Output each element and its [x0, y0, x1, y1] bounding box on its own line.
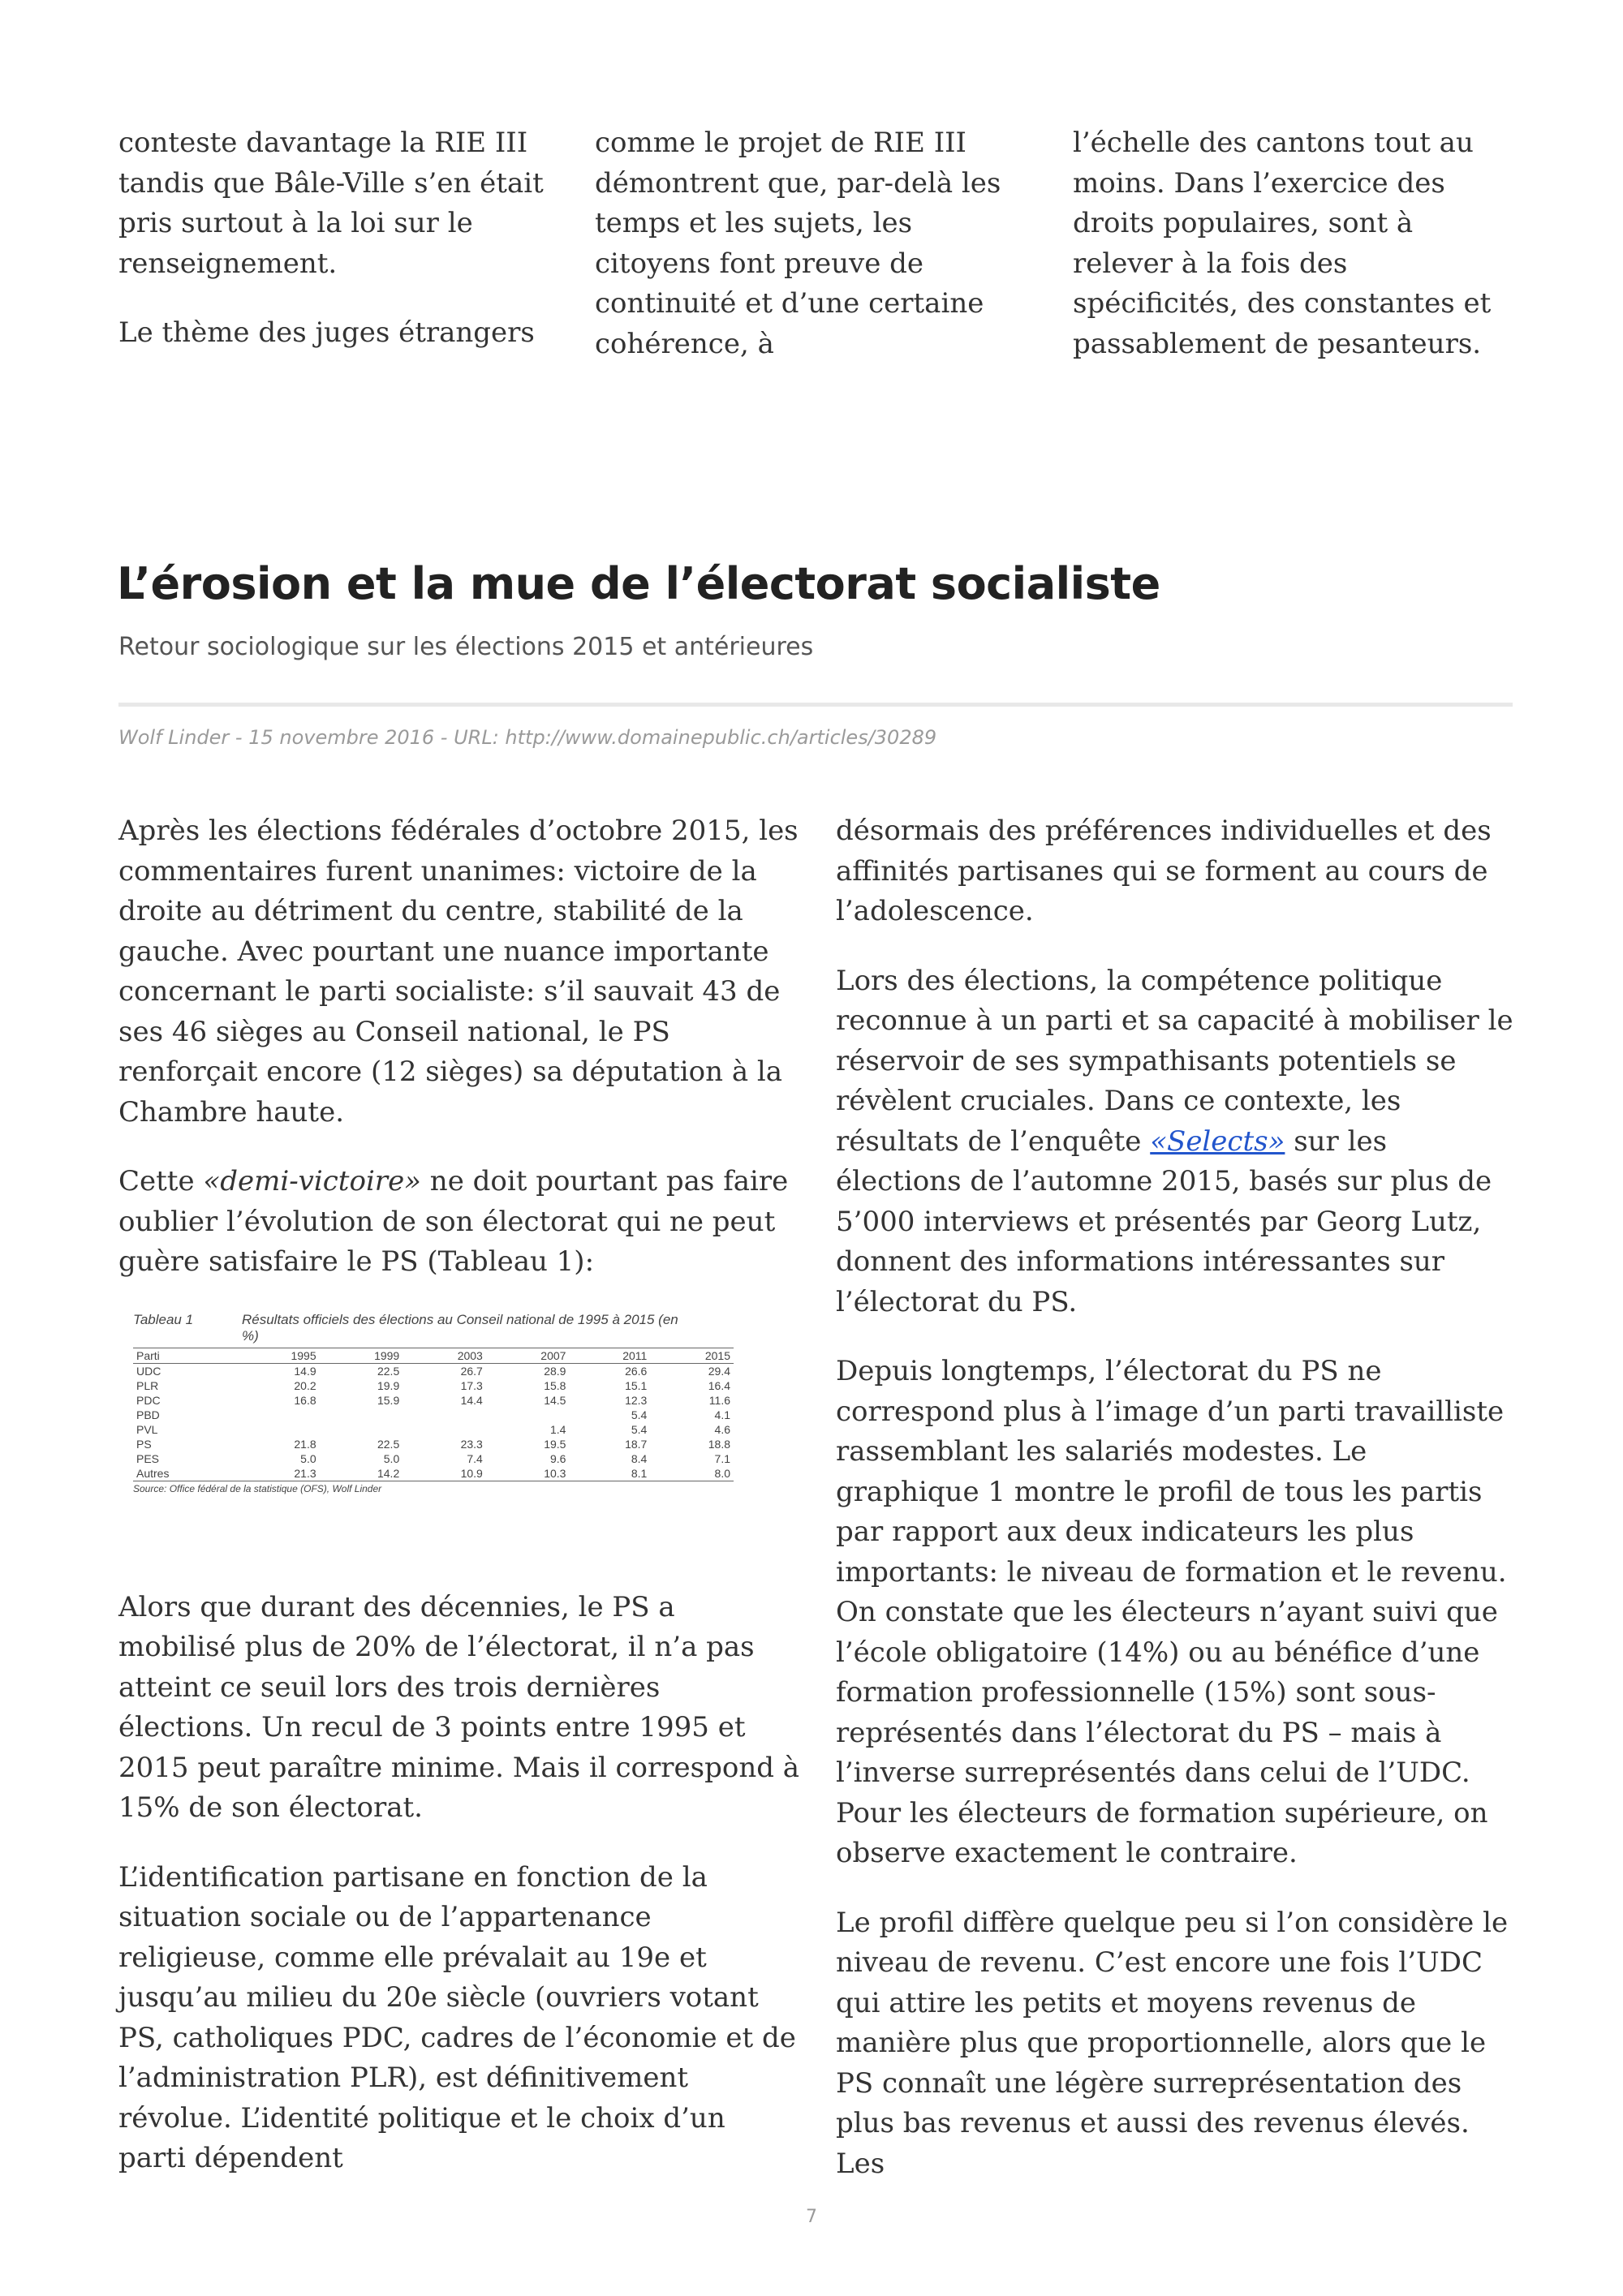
table-cell: 5.0 [300, 1451, 316, 1465]
table-cell: 5.0 [383, 1451, 400, 1465]
paragraph: Depuis longtemps, l’électorat du PS ne correspond plus à l’image d’un parti travailliste rassemblant les salariés modestes. Le graphique 1 montre le profil de tous les partis par rapport aux deux indicateurs les plus importants: le niveau de formation et le revenu. On constate que les électeurs n’ayant suivi que l’école obligatoire (14%) ou au bénéfice d’une formation professionnelle (15%) sont sous-représentés dans l’électorat du PS – mais à l’inverse surreprésentés dans celui de l’UDC. Pour les électeurs de formation supérieure, on observe exactement le contraire. [836, 1355, 1507, 1869]
table-cell: 14.5 [544, 1393, 566, 1407]
table-cell: 18.7 [625, 1437, 648, 1451]
table-row [133, 1422, 734, 1437]
table-cell: 28.9 [544, 1364, 566, 1378]
text-run: sur les élections de l’automne 2015, basés sur plus de 5’000 interviews et présentés par Georg Lutz, donnent des informations intéressantes sur l’électorat du PS. [836, 1124, 1492, 1318]
article-subtitle: Retour sociologique sur les élections 2015 et antérieures [118, 633, 814, 661]
table-label: Tableau 1 [133, 1311, 194, 1327]
table-cell: 21.3 [294, 1466, 316, 1480]
text-run: Lors des élections, la compétence politique reconnue à un parti et sa capacité à mobiliser le réservoir de ses sympathisants potentiels se révèlent cruciales. Dans ce contexte, les résultats de l’enquête [836, 964, 1513, 1158]
table-cell: 4.6 [714, 1422, 730, 1436]
header-divider [118, 703, 1513, 707]
table-cell: 1.4 [549, 1422, 566, 1436]
table-cell: 8.1 [631, 1466, 648, 1480]
table-cell: 19.5 [544, 1437, 566, 1451]
table-cell: 19.9 [377, 1378, 400, 1392]
table-header-cell: 2007 [540, 1348, 566, 1362]
table-row [133, 1451, 734, 1466]
article-byline: Wolf Linder - 15 novembre 2016 - URL: http://www.domainepublic.ch/articles/30289 [118, 726, 937, 749]
top-column-3 [1073, 123, 1511, 393]
table-cell [320, 1408, 403, 1422]
paragraph: conteste davantage la RIE III tandis que Bâle-Ville s’en était pris surtout à la loi sur le renseignement. [118, 127, 544, 280]
table-cell: PBD [136, 1408, 160, 1421]
table-cell: 14.2 [377, 1466, 400, 1480]
table-cell: 8.4 [631, 1451, 648, 1465]
paragraph: l’échelle des cantons tout au moins. Dans l’exercice des droits populaires, sont à relever à la fois des spécificités, des constantes et passablement de pesanteurs. [1073, 127, 1492, 360]
emphasis-quote: «demi-victoire» [203, 1165, 421, 1197]
text-run: Cette [118, 1165, 204, 1197]
table-cell [236, 1408, 320, 1422]
table-header-cell: 1999 [374, 1348, 400, 1362]
table-row [133, 1408, 734, 1422]
paragraph [118, 1162, 800, 1283]
table-cell: 18.8 [708, 1437, 730, 1451]
table-cell: 7.4 [467, 1451, 483, 1465]
paragraph: désormais des préférences individuelles et des affinités partisanes qui se forment au cours de l’adolescence. [836, 815, 1492, 927]
table-cell: 29.4 [708, 1364, 730, 1378]
table-cell: 9.6 [549, 1451, 566, 1465]
table-cell: 22.5 [377, 1437, 400, 1451]
table-cell [320, 1422, 403, 1437]
table-cell: PES [136, 1451, 160, 1465]
table-cell: 22.5 [377, 1364, 400, 1378]
paragraph: Le thème des juges étrangers [118, 316, 535, 349]
table-cell: UDC [136, 1364, 161, 1378]
table-caption-text: Résultats officiels des élections au Conseil national de 1995 à 2015 (en %) [242, 1311, 678, 1344]
table-cell: 10.3 [544, 1466, 566, 1480]
table-header-cell: 1995 [291, 1348, 316, 1362]
paragraph: L’identification partisane en fonction de la situation sociale ou de l’appartenance religieuse, comme elle prévalait au 19e et jusqu’au milieu du 20e siècle (ouvriers votant PS, catholiques PDC, cadres de l’économie et de l’administration PLR), est définitivement révolue. L’identité politique et le choix d’un parti dépendent [118, 1860, 796, 2174]
table-cell: 15.9 [377, 1393, 400, 1407]
table-cell: 5.4 [631, 1408, 648, 1421]
table-cell: 26.6 [625, 1364, 648, 1378]
main-column-left [118, 811, 800, 2208]
main-column-right [836, 811, 1518, 2213]
table-cell: 17.3 [460, 1378, 483, 1392]
article-title: L’érosion et la mue de l’électorat socialiste [117, 558, 1160, 609]
table-header-cell: Parti [136, 1348, 160, 1362]
table-cell [403, 1408, 486, 1422]
table-row [133, 1378, 734, 1393]
table-cell: 8.0 [714, 1466, 730, 1480]
table-cell: 7.1 [714, 1451, 730, 1465]
table-cell: PDC [136, 1393, 161, 1407]
table-cell: 16.8 [294, 1393, 316, 1407]
table-cell [403, 1422, 486, 1437]
paragraph: Le profil diffère quelque peu si l’on considère le niveau de revenu. C’est encore une fois l’UDC qui attire les petits et moyens revenus de manière plus que proportionnelle, alors que le PS connaît une légère surreprésentation des plus bas revenus et aussi des revenus élevés. Les [836, 1906, 1509, 2180]
table-header-cell: 2015 [704, 1348, 730, 1362]
top-column-2 [595, 123, 1033, 393]
text-run: ne doit pourtant pas faire oublier l’évolution de son électorat qui ne peut guère satisfaire le PS (Tableau 1): [118, 1165, 789, 1278]
table-cell: 14.4 [460, 1393, 483, 1407]
table-cell: 21.8 [294, 1437, 316, 1451]
table-row [133, 1393, 734, 1408]
table-cell: 14.9 [294, 1364, 316, 1378]
table-caption [133, 1312, 750, 1344]
top-column-1 [118, 123, 557, 383]
table-cell: 12.3 [625, 1393, 648, 1407]
table-row [133, 1437, 734, 1451]
table-cell: 5.4 [631, 1422, 648, 1436]
paragraph [836, 961, 1518, 1323]
selects-link[interactable]: «Selects» [1150, 1124, 1285, 1158]
paragraph: comme le projet de RIE III démontrent que, par-delà les temps et les sujets, les citoyens font preuve de continuité et d’une certaine cohérence, à [595, 127, 1001, 360]
table-header-cell: 2011 [622, 1348, 648, 1362]
table-cell: PVL [136, 1422, 158, 1436]
table-cell: 16.4 [708, 1378, 730, 1392]
table-cell: 15.8 [544, 1378, 566, 1392]
table-1-image [133, 1312, 750, 1539]
table-cell: Autres [136, 1466, 170, 1480]
table-source: Source: Office fédéral de la statistique (OFS), Wolf Linder [133, 1482, 382, 1494]
table-cell: 4.1 [714, 1408, 730, 1421]
results-table [133, 1348, 734, 1481]
table-header-row [133, 1348, 734, 1363]
paragraph: Après les élections fédérales d’octobre 2015, les commentaires furent unanimes: victoire de la droite au détriment du centre, stabilité de la gauche. Avec pourtant une nuance importante concernant le parti socialiste: s’il sauvait 43 de ses 46 sièges au Conseil national, le PS renforçait encore (12 sièges) sa députation à la Chambre haute. [118, 815, 799, 1129]
table-cell: PS [136, 1437, 152, 1451]
paragraph: Alors que durant des décennies, le PS a mobilisé plus de 20% de l’électorat, il n’a pas atteint ce seuil lors des trois dernières élections. Un recul de 3 points entre 1995 et 2015 peut paraître minime. Mais il correspond à 15% de son électorat. [118, 1590, 800, 1824]
table-cell [486, 1408, 570, 1422]
table-cell: 20.2 [294, 1378, 316, 1392]
table-cell: 26.7 [460, 1364, 483, 1378]
table-cell: 11.6 [708, 1393, 730, 1407]
table-cell: PLR [136, 1378, 159, 1392]
table-body [133, 1363, 734, 1481]
table-cell: 23.3 [460, 1437, 483, 1451]
table-header-cell: 2003 [457, 1348, 483, 1362]
table-cell [236, 1422, 320, 1437]
table-cell: 10.9 [460, 1466, 483, 1480]
table-cell: 15.1 [625, 1378, 648, 1392]
table-row [133, 1363, 734, 1378]
page-number: 7 [806, 2207, 817, 2227]
table-row [133, 1466, 734, 1481]
